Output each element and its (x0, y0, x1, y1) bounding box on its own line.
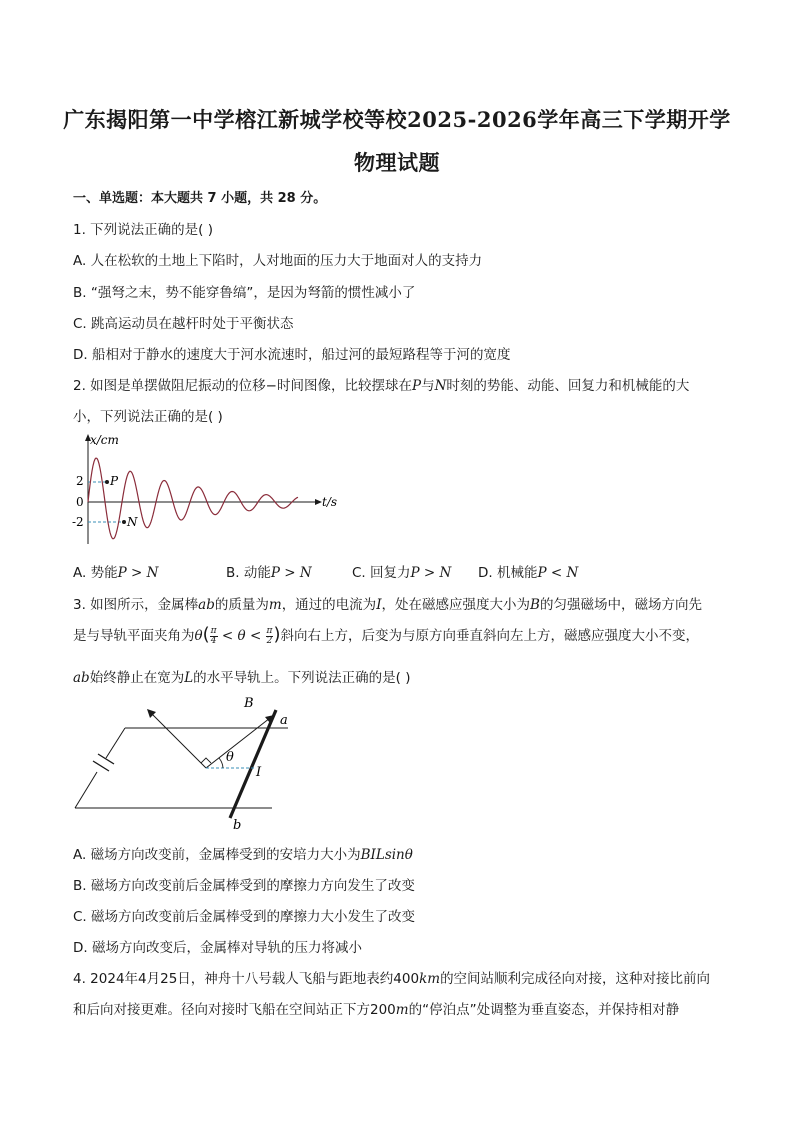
right-angle-marker (201, 758, 211, 763)
field-after-vector (150, 712, 206, 768)
q3-stem-line1: 3. 如图所示，金属棒ab的质量为m，通过的电流为I，处在磁感应强度大小为B的匀强磁场中，磁场方向先 (73, 597, 702, 613)
q2-stem-line1: 2. 如图是单摆做阻尼振动的位移−时间图像，比较摆球在P与N时刻的势能、动能、回复力和机械能的大 (73, 378, 690, 394)
metal-rod-ab (230, 710, 276, 818)
exam-title-line2: 物理试题 (354, 150, 440, 175)
left-rail-lower (75, 772, 97, 808)
q3-stem-line3: ab始终静止在宽为L的水平导轨上。下列说法正确的是( ) (73, 670, 411, 686)
current-label-i: I (256, 765, 262, 780)
q3-option-b: B. 磁场方向改变前后金属棒受到的摩擦力方向发生了改变 (73, 878, 415, 894)
q3-stem-line2: 是与导轨平面夹角为θ( $\frac{\pi}{4}$ < θ < $\frac{\pi}{2}$ )斜向右上方，后变为与原方向垂直斜向左上方，磁感应强度大小不变， (73, 624, 699, 646)
tick-0: 0 (76, 495, 84, 509)
tick-2: 2 (76, 474, 84, 488)
q3-option-d: D. 磁场方向改变后，金属棒对导轨的压力将减小 (73, 940, 362, 956)
q1-option-d: D. 船相对于静水的速度大于河水流速时，船过河的最短路程等于河的宽度 (73, 347, 511, 363)
x-axis-label: t/s (322, 495, 338, 509)
q2-oscillation-graph (70, 430, 350, 550)
theta-arc (219, 758, 223, 768)
q2-option-c: C. 回复力P > N (352, 565, 452, 581)
q4-stem-line1: 4. 2024年4月25日，神舟十八号载人飞船与距地表约400km的空间站顺利完成径向对接，这种对接比前向 (73, 971, 711, 987)
q1-option-a: A. 人在松软的土地上下陷时，人对地面的压力大于地面对人的支持力 (73, 253, 483, 269)
x-axis-arrow (315, 499, 322, 505)
fraction-pi-4: $\frac{\pi}{4}$ (210, 625, 217, 646)
rod-label-b: b (233, 818, 242, 832)
rod-label-a: a (280, 713, 288, 728)
point-p-marker (105, 480, 109, 484)
point-n-label: N (127, 515, 138, 529)
capacitor-plate-2 (93, 761, 109, 771)
field-label-b: B (244, 696, 254, 711)
q3-rail-diagram (70, 692, 310, 832)
point-n-marker (122, 520, 126, 524)
section-heading: 一、单选题：本大题共 7 小题，共 28 分。 (73, 191, 327, 206)
q3-option-a: A. 磁场方向改变前，金属棒受到的安培力大小为BILsinθ (73, 847, 413, 863)
y-axis-label: x/cm (90, 433, 119, 447)
q2-option-d: D. 机械能P < N (478, 565, 579, 581)
q2-option-a: A. 势能P > N (73, 565, 159, 581)
q2-option-b: B. 动能P > N (226, 565, 312, 581)
q1-stem: 1. 下列说法正确的是( ) (73, 222, 213, 238)
q1-option-b: B. “强弩之末，势不能穿鲁缟”，是因为弩箭的惯性减小了 (73, 285, 416, 301)
left-rail-upper (106, 728, 125, 758)
fraction-pi-2: $\frac{\pi}{2}$ (266, 625, 273, 646)
q2-stem-line2: 小，下列说法正确的是( ) (73, 409, 223, 425)
q1-option-c: C. 跳高运动员在越杆时处于平衡状态 (73, 316, 294, 332)
capacitor-plate-1 (98, 754, 114, 764)
point-p-label: P (110, 474, 119, 488)
theta-label: θ (226, 750, 234, 765)
q4-stem-line2: 和后向对接更难。径向对接时飞船在空间站正下方200m的“停泊点”处调整为垂直姿态，并保持相对静 (73, 1002, 680, 1018)
tick-neg2: -2 (72, 515, 84, 529)
q3-option-c: C. 磁场方向改变前后金属棒受到的摩擦力大小发生了改变 (73, 909, 416, 925)
exam-title-line1: 广东揭阳第一中学榕江新城学校等校2025-2026学年高三下学期开学 (63, 107, 731, 132)
damped-oscillation-curve (88, 458, 298, 539)
